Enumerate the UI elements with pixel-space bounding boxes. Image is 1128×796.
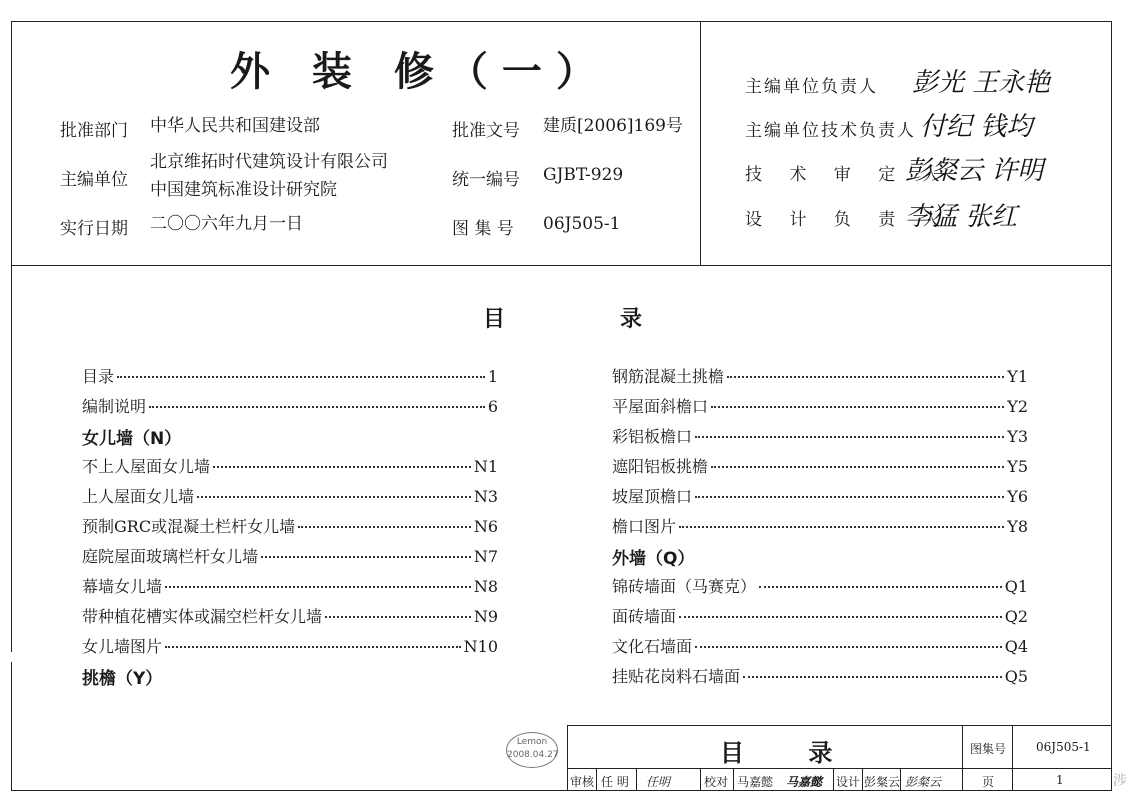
chief-unit-label: 主编单位 xyxy=(60,170,128,190)
title-block-row-divider xyxy=(567,768,1112,769)
reviewer-name: 任 明 xyxy=(601,775,629,789)
toc-entry-title: 目录 xyxy=(82,367,115,386)
toc-entry xyxy=(612,394,1028,424)
toc-leader-dots xyxy=(165,646,461,648)
toc-entry-title: 带种植花槽实体或漏空栏杆女儿墙 xyxy=(82,607,323,626)
toc-section-heading: 外墙（Q） xyxy=(612,549,695,569)
toc-leader-dots xyxy=(711,466,1004,468)
toc-entry-page: Y3 xyxy=(1007,427,1028,446)
toc-entry-title: 编制说明 xyxy=(82,397,147,416)
toc-entry-page: N10 xyxy=(463,637,498,656)
toc-entry xyxy=(612,634,1028,664)
approval-dept-label: 批准部门 xyxy=(60,121,128,141)
title-block-cell-divider xyxy=(700,768,701,791)
toc-entry-page: Q1 xyxy=(1004,577,1028,596)
approval-no-label: 批准文号 xyxy=(452,121,520,141)
title-block-cell-divider xyxy=(833,768,834,791)
effective-label: 实行日期 xyxy=(60,219,128,239)
toc-entry xyxy=(82,484,498,514)
toc-entry-page: N1 xyxy=(473,457,498,476)
handwritten-signature: 李猛 张红 xyxy=(905,202,1018,232)
toc-entry xyxy=(82,544,498,574)
toc-entry-title: 平屋面斜檐口 xyxy=(612,397,709,416)
title-block-cell-divider xyxy=(900,768,901,791)
toc-entry xyxy=(82,514,498,544)
unified-no-label: 统一编号 xyxy=(452,170,520,190)
toc-entry xyxy=(612,454,1028,484)
handwritten-signature: 彭粲云 许明 xyxy=(905,156,1044,186)
toc-leader-dots xyxy=(743,676,1002,678)
approval-no: 建质[2006]169号 xyxy=(543,116,683,136)
title-block-title: 目 录 xyxy=(720,739,861,767)
title-block-cell-divider xyxy=(862,768,863,791)
toc-entry-page: Y2 xyxy=(1007,397,1028,416)
toc-entry-title: 庭院屋面玻璃栏杆女儿墙 xyxy=(82,547,259,566)
effective-date: 二〇〇六年九月一日 xyxy=(150,214,303,234)
check-label: 校对 xyxy=(704,775,729,789)
reviewer-stamp xyxy=(506,732,558,768)
toc-entry xyxy=(82,574,498,604)
toc-entry-page: N8 xyxy=(473,577,498,596)
responsible-role: 主编单位技术负责人 xyxy=(745,121,916,141)
toc-entry-title: 檐口图片 xyxy=(612,517,677,536)
title-block-col-divider xyxy=(1012,725,1013,791)
toc-entry xyxy=(612,424,1028,454)
toc-entry xyxy=(612,604,1028,634)
toc-leader-dots xyxy=(213,466,471,468)
toc-entry-page: Y5 xyxy=(1007,457,1028,476)
toc-entry xyxy=(612,484,1028,514)
toc-entry-page: Y8 xyxy=(1007,517,1028,536)
toc-leader-dots xyxy=(695,496,1004,498)
toc-entry-page: Y6 xyxy=(1007,487,1028,506)
toc-entry xyxy=(612,514,1028,544)
toc-heading-left: 目 xyxy=(483,307,506,332)
toc-entry-page: Q4 xyxy=(1004,637,1028,656)
header-column-divider xyxy=(700,21,701,266)
responsible-role: 技 术 审 定 人 xyxy=(745,165,951,185)
review-label: 审核 xyxy=(570,775,595,789)
approval-dept: 中华人民共和国建设部 xyxy=(150,116,320,136)
toc-leader-dots xyxy=(117,376,485,378)
toc-entry xyxy=(82,634,498,664)
title-block-cell-divider xyxy=(733,768,734,791)
stamp-name: Lemon xyxy=(516,737,548,747)
toc-entry-title: 挂贴花岗料石墙面 xyxy=(612,667,741,686)
toc-leader-dots xyxy=(165,586,471,588)
title-block-cell-divider xyxy=(636,768,637,791)
toc-leader-dots xyxy=(695,436,1004,438)
toc-entry-page: N3 xyxy=(473,487,498,506)
edge-text: 涉 xyxy=(1113,773,1127,789)
toc-leader-dots xyxy=(727,376,1004,378)
atlas-no-label: 图 集 号 xyxy=(452,219,514,239)
toc-entry-page: N7 xyxy=(473,547,498,566)
toc-entry xyxy=(82,394,498,424)
toc-entry-page: 1 xyxy=(487,367,498,386)
toc-left-column xyxy=(82,364,498,694)
toc-entry-title: 女儿墙图片 xyxy=(82,637,163,656)
header-divider xyxy=(11,265,1112,266)
toc-entry-title: 幕墙女儿墙 xyxy=(82,577,163,596)
toc-entry-title: 钢筋混凝土挑檐 xyxy=(612,367,725,386)
toc-entry-page: Q2 xyxy=(1004,607,1028,626)
atlas-number: 06J505-1 xyxy=(1036,740,1091,754)
toc-leader-dots xyxy=(695,646,1002,648)
handwritten-signature: 付纪 钱均 xyxy=(920,112,1033,142)
toc-leader-dots xyxy=(679,526,1004,528)
chief-unit-2: 中国建筑标准设计研究院 xyxy=(150,180,337,200)
designer-signature: 彭粲云 xyxy=(905,775,942,789)
designer-name: 彭粲云 xyxy=(864,775,901,789)
toc-entry-title: 上人屋面女儿墙 xyxy=(82,487,195,506)
toc-leader-dots xyxy=(679,616,1002,618)
toc-entry-title: 坡屋顶檐口 xyxy=(612,487,693,506)
unified-no: GJBT-929 xyxy=(543,165,624,185)
toc-entry-title: 锦砖墙面（马赛克） xyxy=(612,577,757,596)
atlas-label: 图集号 xyxy=(970,742,1007,756)
responsible-role: 设 计 负 责 人 xyxy=(745,210,951,230)
toc-right-column xyxy=(612,364,1028,694)
toc-entry-page: 6 xyxy=(487,397,498,416)
toc-entry xyxy=(82,604,498,634)
toc-leader-dots xyxy=(197,496,471,498)
toc-entry xyxy=(612,664,1028,694)
toc-entry-title: 不上人屋面女儿墙 xyxy=(82,457,211,476)
toc-section-heading: 挑檐（Y） xyxy=(82,669,163,689)
toc-leader-dots xyxy=(325,616,471,618)
toc-heading-right: 录 xyxy=(620,307,643,332)
page-number: 1 xyxy=(1056,773,1064,787)
toc-entry-page: Y1 xyxy=(1007,367,1028,386)
toc-section-heading: 女儿墙（N） xyxy=(82,429,182,449)
handwritten-signature: 彭光 王永艳 xyxy=(912,68,1051,98)
frame-break xyxy=(0,652,12,662)
title-block-cell-divider xyxy=(596,768,597,791)
toc-leader-dots xyxy=(298,526,471,528)
checker-name: 马嘉懿 xyxy=(737,775,774,789)
stamp-date: 2008.04.27 xyxy=(507,750,559,760)
toc-entry-page: Q5 xyxy=(1004,667,1028,686)
toc-entry xyxy=(82,454,498,484)
toc-leader-dots xyxy=(759,586,1002,588)
toc-entry-page: N9 xyxy=(473,607,498,626)
responsible-role: 主编单位负责人 xyxy=(745,77,878,97)
chief-unit-1: 北京维拓时代建筑设计有限公司 xyxy=(150,152,388,172)
toc-entry xyxy=(612,364,1028,394)
toc-leader-dots xyxy=(261,556,471,558)
toc-entry-page: N6 xyxy=(473,517,498,536)
toc-leader-dots xyxy=(149,406,485,408)
design-label: 设计 xyxy=(836,775,861,789)
atlas-title: 外 装 修（一） xyxy=(230,49,610,95)
toc-entry-title: 彩铝板檐口 xyxy=(612,427,693,446)
page-label: 页 xyxy=(982,775,995,789)
toc-entry-title: 面砖墙面 xyxy=(612,607,677,626)
toc-leader-dots xyxy=(711,406,1004,408)
toc-entry-title: 文化石墙面 xyxy=(612,637,693,656)
reviewer-signature: 任明 xyxy=(646,775,671,789)
toc-entry xyxy=(612,574,1028,604)
checker-signature: 马嘉懿 xyxy=(786,775,823,789)
toc-entry xyxy=(82,364,498,394)
atlas-no: 06J505-1 xyxy=(543,214,621,234)
toc-entry-title: 预制GRC或混凝土栏杆女儿墙 xyxy=(82,517,296,536)
toc-entry-title: 遮阳铝板挑檐 xyxy=(612,457,709,476)
title-block-col-divider xyxy=(962,725,963,791)
